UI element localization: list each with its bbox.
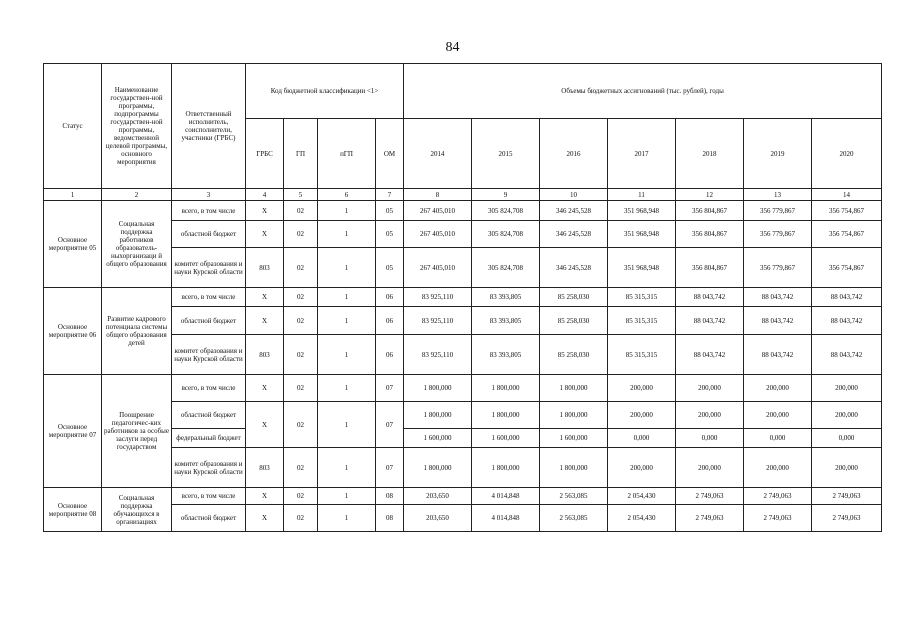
pgp-cell: 1 — [318, 248, 376, 288]
gp-cell: 02 — [284, 288, 318, 307]
header-responsible: Ответственный исполнитель, соисполнители, участники (ГРБС) — [172, 64, 246, 189]
column-number: 10 — [540, 189, 608, 201]
value-cell: 83 925,110 — [404, 335, 472, 375]
responsible-cell: всего, в том числе — [172, 488, 246, 505]
grbs-cell: 803 — [246, 335, 284, 375]
value-cell: 88 043,742 — [812, 288, 882, 307]
program-name-cell: Социальная поддержка обучающихся в организациях — [102, 488, 172, 532]
gp-cell: 02 — [284, 488, 318, 505]
status-cell: Основное мероприятие 08 — [44, 488, 102, 532]
responsible-cell: комитет образования и науки Курской области — [172, 248, 246, 288]
program-name-cell: Развитие кадрового потенциала системы общего образования детей — [102, 288, 172, 375]
om-cell: 07 — [376, 375, 404, 402]
header-code-group: Код бюджетной классификации <1> — [246, 64, 404, 119]
gp-cell: 02 — [284, 248, 318, 288]
value-cell: 2 749,063 — [744, 488, 812, 505]
value-cell: 2 749,063 — [812, 488, 882, 505]
responsible-cell: всего, в том числе — [172, 201, 246, 221]
value-cell: 351 968,948 — [608, 201, 676, 221]
om-cell: 05 — [376, 201, 404, 221]
om-cell: 07 — [376, 402, 404, 448]
value-cell: 346 245,528 — [540, 248, 608, 288]
table-row — [44, 201, 882, 221]
grbs-cell: X — [246, 201, 284, 221]
status-cell: Основное мероприятие 06 — [44, 288, 102, 375]
responsible-cell: комитет образования и науки Курской области — [172, 335, 246, 375]
header-code-om: ОМ — [376, 119, 404, 189]
value-cell: 203,650 — [404, 488, 472, 505]
om-cell: 08 — [376, 488, 404, 505]
responsible-cell: областной бюджет — [172, 221, 246, 248]
value-cell: 203,650 — [404, 505, 472, 532]
value-cell: 356 804,867 — [676, 221, 744, 248]
value-cell: 200,000 — [676, 448, 744, 488]
responsible-cell: всего, в том числе — [172, 375, 246, 402]
om-cell: 08 — [376, 505, 404, 532]
value-cell: 4 014,848 — [472, 505, 540, 532]
value-cell: 2 054,430 — [608, 488, 676, 505]
table-row — [44, 488, 882, 505]
grbs-cell: 803 — [246, 448, 284, 488]
grbs-cell: X — [246, 402, 284, 448]
responsible-cell: федеральный бюджет — [172, 429, 246, 448]
header-year: 2014 — [404, 119, 472, 189]
column-number: 8 — [404, 189, 472, 201]
header-volumes-group: Объемы бюджетных ассигнований (тыс. рублей), годы — [404, 64, 882, 119]
pgp-cell: 1 — [318, 448, 376, 488]
header-year: 2015 — [472, 119, 540, 189]
pgp-cell: 1 — [318, 375, 376, 402]
value-cell: 1 800,000 — [404, 375, 472, 402]
value-cell: 267 405,010 — [404, 221, 472, 248]
gp-cell: 02 — [284, 221, 318, 248]
value-cell: 2 563,085 — [540, 505, 608, 532]
header-code-pgp: пГП — [318, 119, 376, 189]
grbs-cell: X — [246, 221, 284, 248]
value-cell: 267 405,010 — [404, 201, 472, 221]
column-number-row — [44, 189, 882, 201]
gp-cell: 02 — [284, 375, 318, 402]
om-cell: 06 — [376, 307, 404, 335]
value-cell: 4 014,848 — [472, 488, 540, 505]
value-cell: 88 043,742 — [744, 288, 812, 307]
pgp-cell: 1 — [318, 221, 376, 248]
column-number: 11 — [608, 189, 676, 201]
table-row — [44, 288, 882, 307]
grbs-cell: 803 — [246, 248, 284, 288]
header-year: 2019 — [744, 119, 812, 189]
column-number: 7 — [376, 189, 404, 201]
value-cell: 0,000 — [812, 429, 882, 448]
value-cell: 267 405,010 — [404, 248, 472, 288]
value-cell: 1 600,000 — [540, 429, 608, 448]
value-cell: 2 749,063 — [676, 488, 744, 505]
om-cell: 05 — [376, 221, 404, 248]
table-row — [44, 375, 882, 402]
value-cell: 200,000 — [676, 375, 744, 402]
value-cell: 2 749,063 — [812, 505, 882, 532]
budget-table — [43, 63, 882, 532]
gp-cell: 02 — [284, 201, 318, 221]
value-cell: 83 393,805 — [472, 307, 540, 335]
grbs-cell: X — [246, 505, 284, 532]
value-cell: 200,000 — [744, 402, 812, 429]
responsible-cell: всего, в том числе — [172, 288, 246, 307]
gp-cell: 02 — [284, 505, 318, 532]
header-year: 2016 — [540, 119, 608, 189]
value-cell: 356 804,867 — [676, 248, 744, 288]
value-cell: 83 393,805 — [472, 288, 540, 307]
value-cell: 1 800,000 — [540, 402, 608, 429]
value-cell: 88 043,742 — [676, 288, 744, 307]
pgp-cell: 1 — [318, 505, 376, 532]
value-cell: 200,000 — [744, 375, 812, 402]
value-cell: 200,000 — [608, 402, 676, 429]
header-status: Статус — [44, 64, 102, 189]
grbs-cell: X — [246, 488, 284, 505]
pgp-cell: 1 — [318, 288, 376, 307]
om-cell: 07 — [376, 448, 404, 488]
value-cell: 85 258,030 — [540, 288, 608, 307]
value-cell: 305 824,708 — [472, 221, 540, 248]
status-cell: Основное мероприятие 07 — [44, 375, 102, 488]
value-cell: 85 315,315 — [608, 307, 676, 335]
value-cell: 88 043,742 — [812, 335, 882, 375]
value-cell: 83 393,805 — [472, 335, 540, 375]
column-number: 5 — [284, 189, 318, 201]
value-cell: 83 925,110 — [404, 307, 472, 335]
value-cell: 0,000 — [608, 429, 676, 448]
column-number: 13 — [744, 189, 812, 201]
value-cell: 1 800,000 — [472, 448, 540, 488]
value-cell: 88 043,742 — [812, 307, 882, 335]
header-code-gp: ГП — [284, 119, 318, 189]
grbs-cell: X — [246, 307, 284, 335]
value-cell: 356 754,867 — [812, 248, 882, 288]
value-cell: 0,000 — [744, 429, 812, 448]
value-cell: 1 800,000 — [404, 448, 472, 488]
value-cell: 200,000 — [812, 448, 882, 488]
column-number: 12 — [676, 189, 744, 201]
pgp-cell: 1 — [318, 488, 376, 505]
value-cell: 2 054,430 — [608, 505, 676, 532]
gp-cell: 02 — [284, 335, 318, 375]
value-cell: 351 968,948 — [608, 221, 676, 248]
column-number: 9 — [472, 189, 540, 201]
program-name-cell: Поощрение педагогичес-ких работников за особые заслуги перед государством — [102, 375, 172, 488]
value-cell: 356 754,867 — [812, 201, 882, 221]
status-cell: Основное мероприятие 05 — [44, 201, 102, 288]
value-cell: 1 600,000 — [472, 429, 540, 448]
value-cell: 346 245,528 — [540, 221, 608, 248]
value-cell: 200,000 — [608, 448, 676, 488]
header-code-grbs: ГРБС — [246, 119, 284, 189]
column-number: 1 — [44, 189, 102, 201]
value-cell: 1 600,000 — [404, 429, 472, 448]
value-cell: 200,000 — [744, 448, 812, 488]
column-number: 2 — [102, 189, 172, 201]
value-cell: 200,000 — [676, 402, 744, 429]
header-row — [44, 64, 882, 119]
pgp-cell: 1 — [318, 402, 376, 448]
responsible-cell: комитет образования и науки Курской области — [172, 448, 246, 488]
responsible-cell: областной бюджет — [172, 307, 246, 335]
value-cell: 88 043,742 — [676, 307, 744, 335]
column-number: 6 — [318, 189, 376, 201]
value-cell: 88 043,742 — [744, 335, 812, 375]
value-cell: 88 043,742 — [744, 307, 812, 335]
value-cell: 356 754,867 — [812, 221, 882, 248]
value-cell: 200,000 — [812, 375, 882, 402]
value-cell: 356 804,867 — [676, 201, 744, 221]
program-name-cell: Социальная поддержка работников образователь-ныхорганизаци й общего образования — [102, 201, 172, 288]
value-cell: 351 968,948 — [608, 248, 676, 288]
value-cell: 1 800,000 — [404, 402, 472, 429]
value-cell: 2 563,085 — [540, 488, 608, 505]
value-cell: 2 749,063 — [676, 505, 744, 532]
value-cell: 1 800,000 — [472, 402, 540, 429]
value-cell: 85 315,315 — [608, 288, 676, 307]
value-cell: 200,000 — [812, 402, 882, 429]
om-cell: 06 — [376, 335, 404, 375]
value-cell: 305 824,708 — [472, 248, 540, 288]
value-cell: 0,000 — [676, 429, 744, 448]
grbs-cell: X — [246, 288, 284, 307]
value-cell: 2 749,063 — [744, 505, 812, 532]
gp-cell: 02 — [284, 448, 318, 488]
responsible-cell: областной бюджет — [172, 402, 246, 429]
pgp-cell: 1 — [318, 335, 376, 375]
value-cell: 356 779,867 — [744, 201, 812, 221]
responsible-cell: областной бюджет — [172, 505, 246, 532]
gp-cell: 02 — [284, 402, 318, 448]
value-cell: 83 925,110 — [404, 288, 472, 307]
page-number: 84 — [445, 40, 460, 55]
grbs-cell: X — [246, 375, 284, 402]
column-number: 14 — [812, 189, 882, 201]
value-cell: 85 258,030 — [540, 307, 608, 335]
value-cell: 1 800,000 — [540, 375, 608, 402]
header-year: 2018 — [676, 119, 744, 189]
value-cell: 1 800,000 — [540, 448, 608, 488]
value-cell: 305 824,708 — [472, 201, 540, 221]
column-number: 3 — [172, 189, 246, 201]
pgp-cell: 1 — [318, 201, 376, 221]
value-cell: 356 779,867 — [744, 221, 812, 248]
value-cell: 356 779,867 — [744, 248, 812, 288]
column-number: 4 — [246, 189, 284, 201]
pgp-cell: 1 — [318, 307, 376, 335]
value-cell: 200,000 — [608, 375, 676, 402]
header-year: 2017 — [608, 119, 676, 189]
gp-cell: 02 — [284, 307, 318, 335]
header-name: Наименование государствен-ной программы, подпрограммы государствен-ной программы, ведомственной целевой программы, основного мероприятия — [102, 64, 172, 189]
om-cell: 05 — [376, 248, 404, 288]
value-cell: 85 258,030 — [540, 335, 608, 375]
value-cell: 85 315,315 — [608, 335, 676, 375]
om-cell: 06 — [376, 288, 404, 307]
header-year: 2020 — [812, 119, 882, 189]
value-cell: 88 043,742 — [676, 335, 744, 375]
value-cell: 1 800,000 — [472, 375, 540, 402]
value-cell: 346 245,528 — [540, 201, 608, 221]
